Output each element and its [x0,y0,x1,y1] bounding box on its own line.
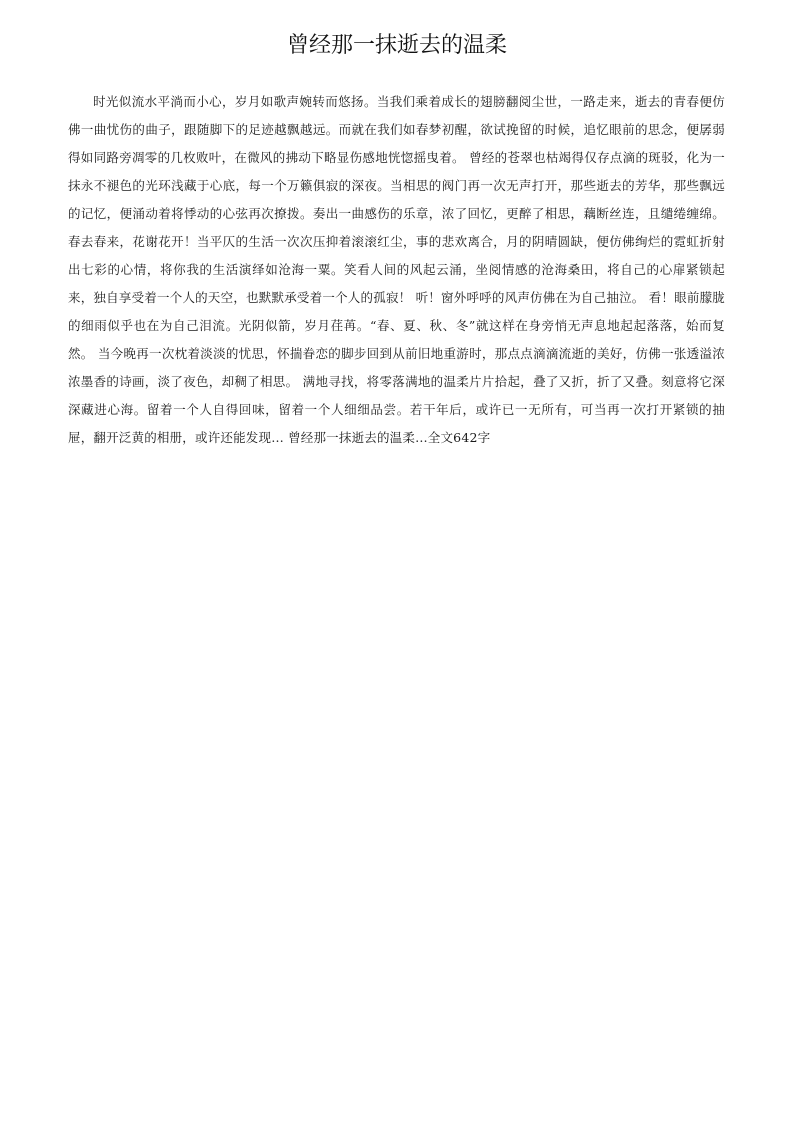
document-title: 曾经那一抹逝去的温柔 [286,33,507,58]
document-body: 时光似流水平淌而小心，岁月如歌声婉转而悠扬。当我们乘着成长的翅膀翻阅尘世，一路走来，逝去的青春便仿佛一曲忧伤的曲子，跟随脚下的足迹越飘越远。而就在我们如春梦初醒，欲试挽留的时候，追忆眼前的思念，便孱弱得如同路旁凋零的几枚败叶，在微风的拂动下略显伤感地恍惚摇曳着。 曾经的苍翠也枯竭得仅存点滴的斑驳，化为一抹永不褪色的光环浅藏于心底，每一个万籁俱寂的深夜。当相思的阀门再一次无声打开，那些逝去的芳华，那些飘远的记忆，便涌动着将悸动的心弦再次撩拨。奏出一曲感伤的乐章，浓了回忆，更醉了相思，藕断丝连，且缱绻缠绵。 春去春来，花谢花开！当平仄的生活一次次压抑着滚滚红尘，事的悲欢离合，月的阴晴圆缺，便仿佛绚烂的霓虹折射出七彩的心情，将你我的生活演绎如沧海一粟。笑看人间的风起云涌，坐阅情感的沧海桑田，将自己的心扉紧锁起来，独自享受着一个人的天空，也默默承受着一个人的孤寂！ 听！窗外呼呼的风声仿佛在为自己抽泣。 看！眼前朦胧的细雨似乎也在为自己泪流。光阴似箭，岁月荏苒。“春、夏、秋、冬”就这样在身旁悄无声息地起起落落，始而复然。 当今晚再一次枕着淡淡的忧思，怀揣眷恋的脚步回到从前旧地重游时，那点点滴滴流逝的美好，仿佛一张透溢浓浓墨香的诗画，淡了夜色，却稠了相思。 满地寻找，将零落满地的温柔片片拾起，叠了又折，折了又叠。刻意将它深深藏进心海。留着一个人自得回味，留着一个人细细品尝。若干年后，或许已一无所有，可当再一次打开紧锁的抽屉，翻开泛黄的相册，或许还能发现… 曾经那一抹逝去的温柔…全文642字 [68,94,725,445]
